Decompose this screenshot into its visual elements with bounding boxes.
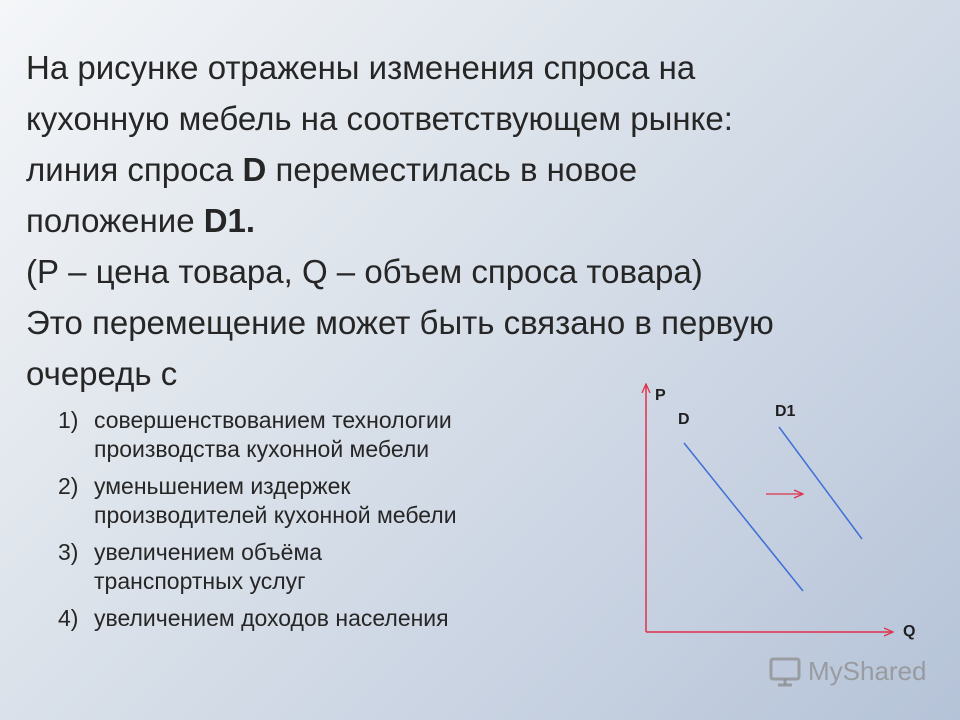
question-line-3 [26, 144, 926, 195]
myshared-watermark [768, 654, 927, 688]
question-line-4 [26, 195, 926, 246]
option-line: совершенствованием технологии [94, 407, 452, 433]
answer-option-3[interactable] [58, 538, 618, 596]
q-axis-label: Q [903, 623, 916, 640]
demand-shift-graph [620, 375, 940, 645]
presentation-icon [768, 654, 802, 688]
demand-line-d [684, 443, 803, 591]
p-axis-label: P [655, 387, 666, 404]
question-line-4-pre: положение [26, 202, 204, 239]
option-number: 4) [58, 605, 79, 631]
answer-options [58, 406, 618, 641]
question-line-5: (Р – цена товара, Q – объем спроса товара) [26, 253, 703, 290]
option-line: транспортных услуг [94, 568, 306, 594]
option-line: увеличением доходов населения [94, 605, 449, 631]
option-text [94, 406, 618, 464]
option-line: увеличением объёма [94, 539, 323, 565]
watermark-text: MyShared [808, 655, 927, 686]
option-number: 3) [58, 539, 79, 565]
answer-option-4[interactable] [58, 604, 618, 633]
question-line-2: кухонную мебель на соответствующем рынке: [26, 100, 733, 137]
demand-term-d1: D1. [203, 202, 256, 239]
question-line-3-pre: линия спроса [26, 151, 243, 188]
demand-d-label: D [678, 411, 690, 428]
answer-option-2[interactable] [58, 472, 618, 530]
demand-d1-label: D1 [775, 403, 796, 420]
option-number: 1) [58, 407, 79, 433]
demand-line-d1 [779, 427, 862, 539]
option-line: производителей кухонной мебели [94, 502, 457, 528]
option-text [94, 472, 618, 530]
question-line-3-post: переместилась в новое [266, 151, 638, 188]
answer-option-1[interactable] [58, 406, 618, 464]
question-text [26, 42, 926, 399]
question-line-6: Это перемещение может быть связано в первую [26, 304, 774, 341]
option-text [94, 538, 618, 596]
question-line-7: очередь с [26, 355, 178, 392]
option-line: производства кухонной мебели [94, 436, 430, 462]
demand-term-d: D [242, 151, 267, 188]
option-line: уменьшением издержек [94, 473, 351, 499]
question-line-1: На рисунке отражены изменения спроса на [26, 49, 696, 86]
option-text [94, 604, 618, 633]
option-number: 2) [58, 473, 79, 499]
